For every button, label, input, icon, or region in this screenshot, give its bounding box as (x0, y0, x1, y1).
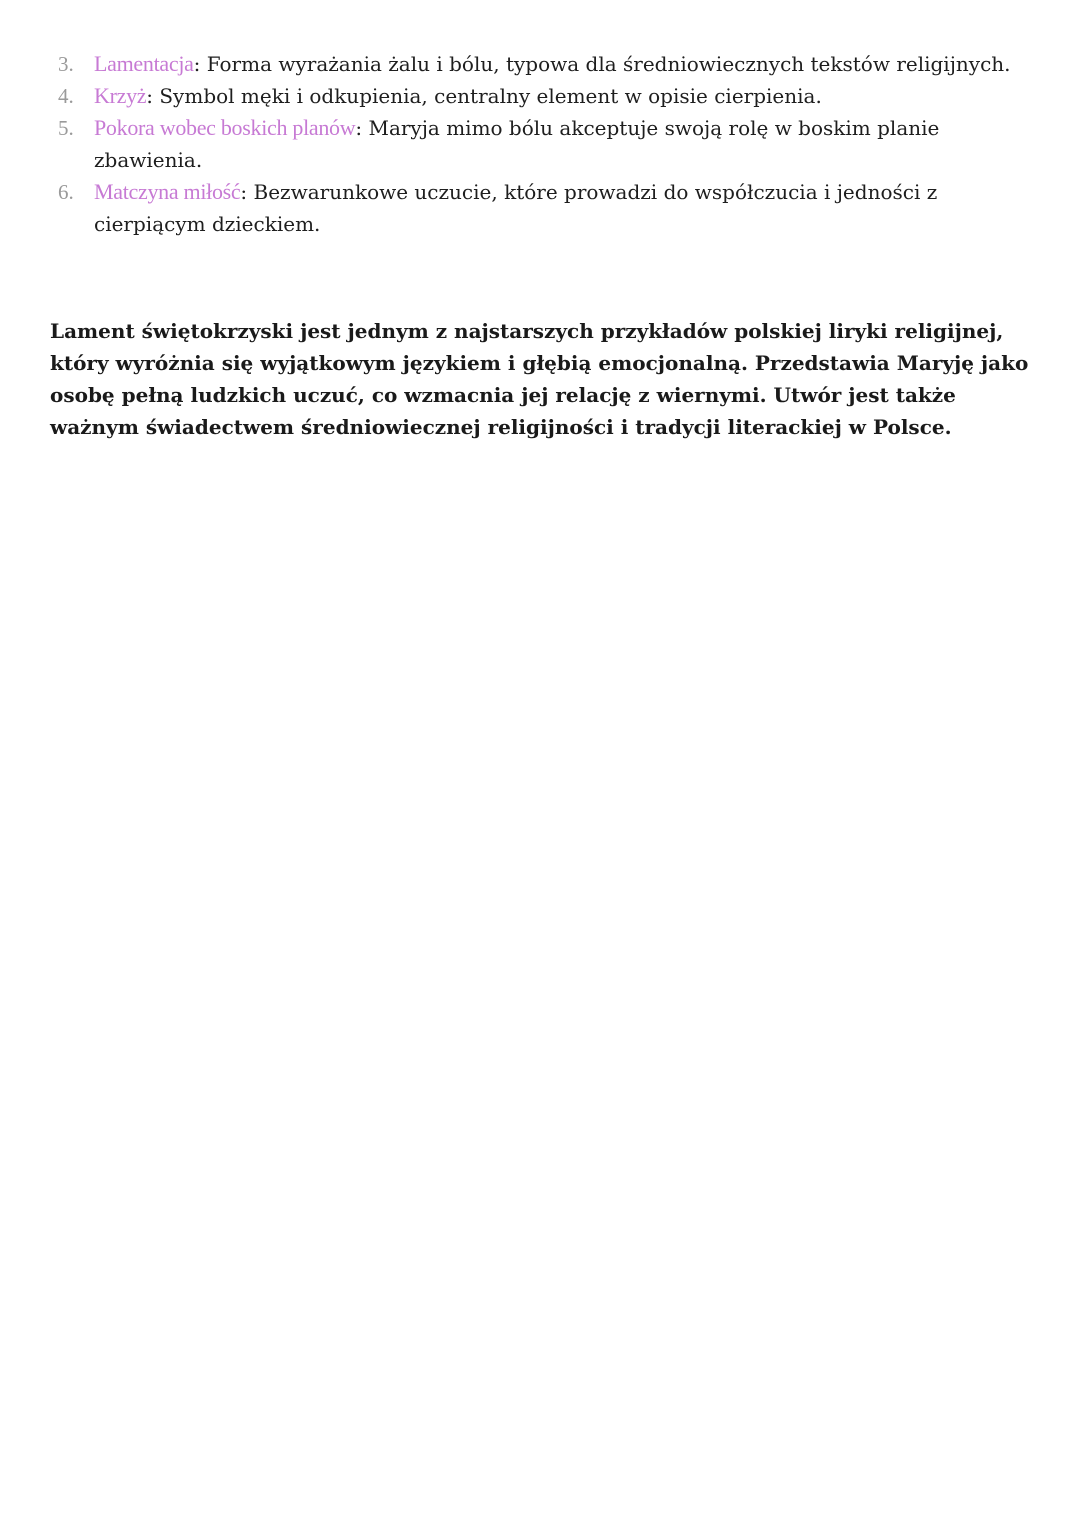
list-number: 4. (58, 84, 74, 108)
term-list (58, 48, 1048, 240)
term-definition: Symbol męki i odkupienia, centralny element w opisie cierpienia. (153, 84, 822, 108)
term-name: Krzyż (94, 83, 147, 108)
list-number: 3. (58, 52, 74, 76)
summary-paragraph: Lament świętokrzyski jest jednym z najstarszych przykładów polskiej liryki religijnej, który wyróżnia się wyjątkowym językiem i głębią emocjonalną. Przedstawia Maryję jako osobę pełną ludzkich uczuć, co wzmacnia jej relację z wiernymi. Utwór jest także ważnym świadectwem średniowiecznej religijności i tradycji literackiej w Polsce. (50, 319, 1029, 439)
list-item: 6. Matczyna miłość: Bezwarunkowe uczucie, które prowadzi do współczucia i jedności z cierpiącym dzieckiem. (58, 176, 1048, 240)
term-definition: Forma wyrażania żalu i bólu, typowa dla średniowiecznych tekstów religijnych. (200, 52, 1011, 76)
list-item: 3. Lamentacja: Forma wyrażania żalu i bólu, typowa dla średniowiecznych tekstów religijnych. (58, 48, 1048, 80)
term-name: Lamentacja (94, 51, 194, 76)
term-name: Pokora wobec boskich planów (94, 115, 356, 140)
list-number: 5. (58, 116, 74, 140)
term-name: Matczyna miłość (94, 179, 241, 204)
list-number: 6. (58, 180, 74, 204)
term-definition: Bezwarunkowe uczucie, które prowadzi do współczucia i jedności z cierpiącym dzieckiem. (94, 180, 938, 236)
list-item: 4. Krzyż: Symbol męki i odkupienia, centralny element w opisie cierpienia. (58, 80, 1048, 112)
term-definition: Maryja mimo bólu akceptuje swoją rolę w boskim planie zbawienia. (94, 116, 940, 172)
list-item: 5. Pokora wobec boskich planów: Maryja mimo bólu akceptuje swoją rolę w boskim planie zbawienia. (58, 112, 1048, 176)
